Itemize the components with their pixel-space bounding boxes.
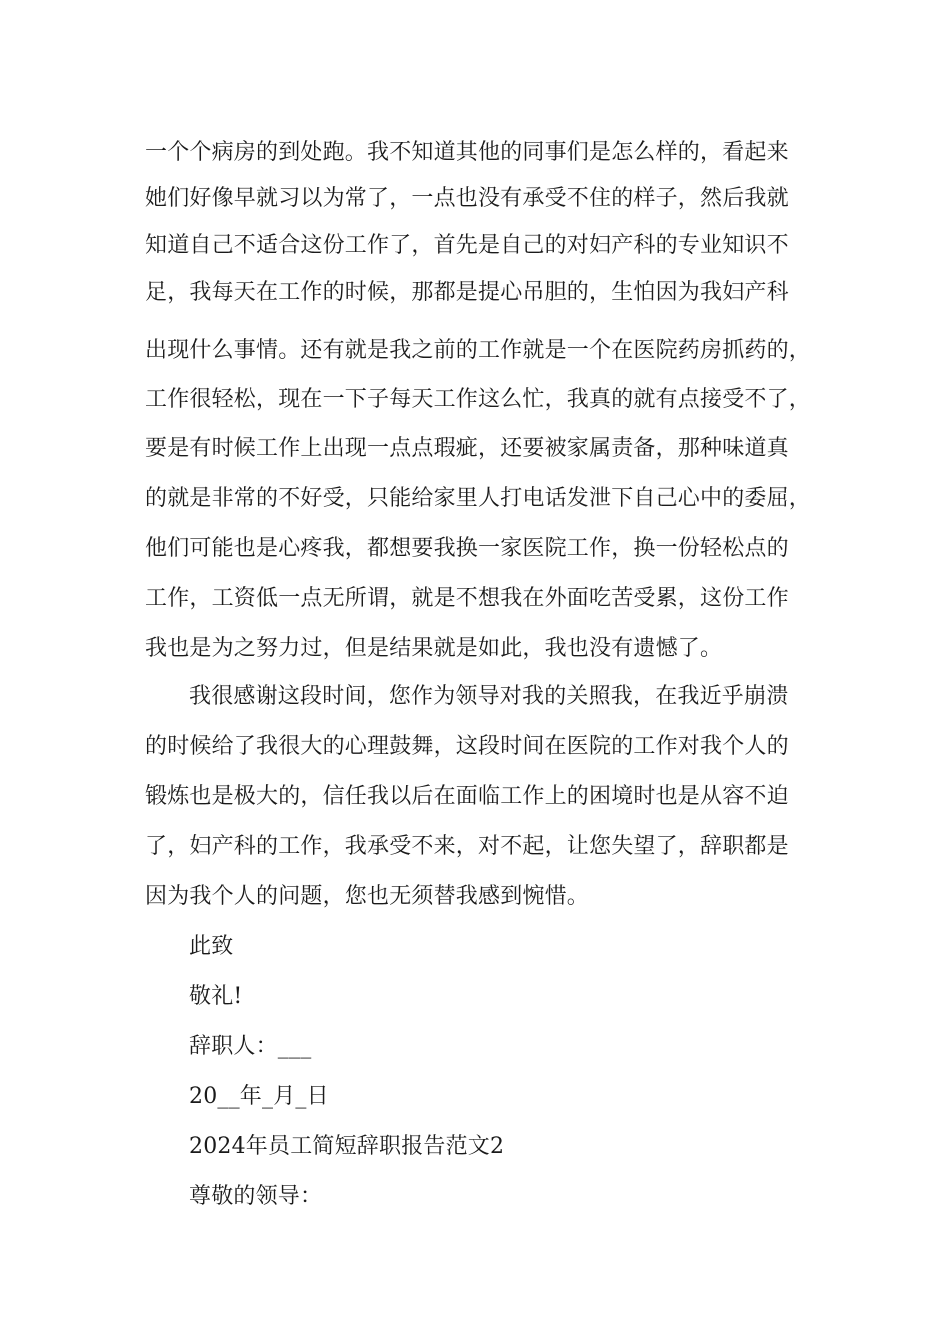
text-line: 了，妇产科的工作，我承受不来，对不起，让您失望了，辞职都是	[145, 834, 789, 859]
text-line: 出现什么事情。还有就是我之前的工作就是一个在医院药房抓药的，	[145, 338, 812, 363]
text-line: 工作，工资低一点无所谓，就是不想我在外面吃苦受累，这份工作	[145, 586, 789, 611]
text-line: 锻炼也是极大的，信任我以后在面临工作上的困境时也是从容不迫	[145, 784, 789, 809]
text-line: 我也是为之努力过，但是结果就是如此，我也没有遗憾了。	[145, 636, 723, 661]
text-line: 我很感谢这段时间，您作为领导对我的关照我，在我近乎崩溃	[189, 684, 789, 709]
text-line: 的就是非常的不好受，只能给家里人打电话发泄下自己心中的委屈，	[145, 486, 812, 511]
next-salutation: 尊敬的领导：	[189, 1184, 323, 1209]
text-line: 足，我每天在工作的时候，那都是提心吊胆的，生怕因为我妇产科	[145, 280, 789, 305]
closing-salute: 敬礼!	[189, 984, 243, 1009]
text-line: 的时候给了我很大的心理鼓舞，这段时间在医院的工作对我个人的	[145, 734, 789, 759]
text-line: 因为我个人的问题，您也无须替我感到惋惜。	[145, 884, 590, 909]
text-line: 她们好像早就习以为常了，一点也没有承受不住的样子，然后我就	[145, 186, 789, 211]
text-line: 要是有时候工作上出现一点点瑕疵，还要被家属责备，那种味道真	[145, 436, 789, 461]
date-line: 20__年_月_日	[189, 1084, 329, 1109]
text-line: 工作很轻松，现在一下子每天工作这么忙，我真的就有点接受不了，	[145, 387, 812, 412]
closing-greeting: 此致	[189, 934, 234, 959]
next-section-title: 2024年员工简短辞职报告范文2	[189, 1134, 505, 1159]
text-line: 他们可能也是心疼我，都想要我换一家医院工作，换一份轻松点的	[145, 536, 789, 561]
text-line: 知道自己不适合这份工作了，首先是自己的对妇产科的专业知识不	[145, 233, 789, 258]
text-line: 一个个病房的到处跑。我不知道其他的同事们是怎么样的，看起来	[145, 140, 789, 165]
signer-line: 辞职人：___	[189, 1034, 312, 1059]
